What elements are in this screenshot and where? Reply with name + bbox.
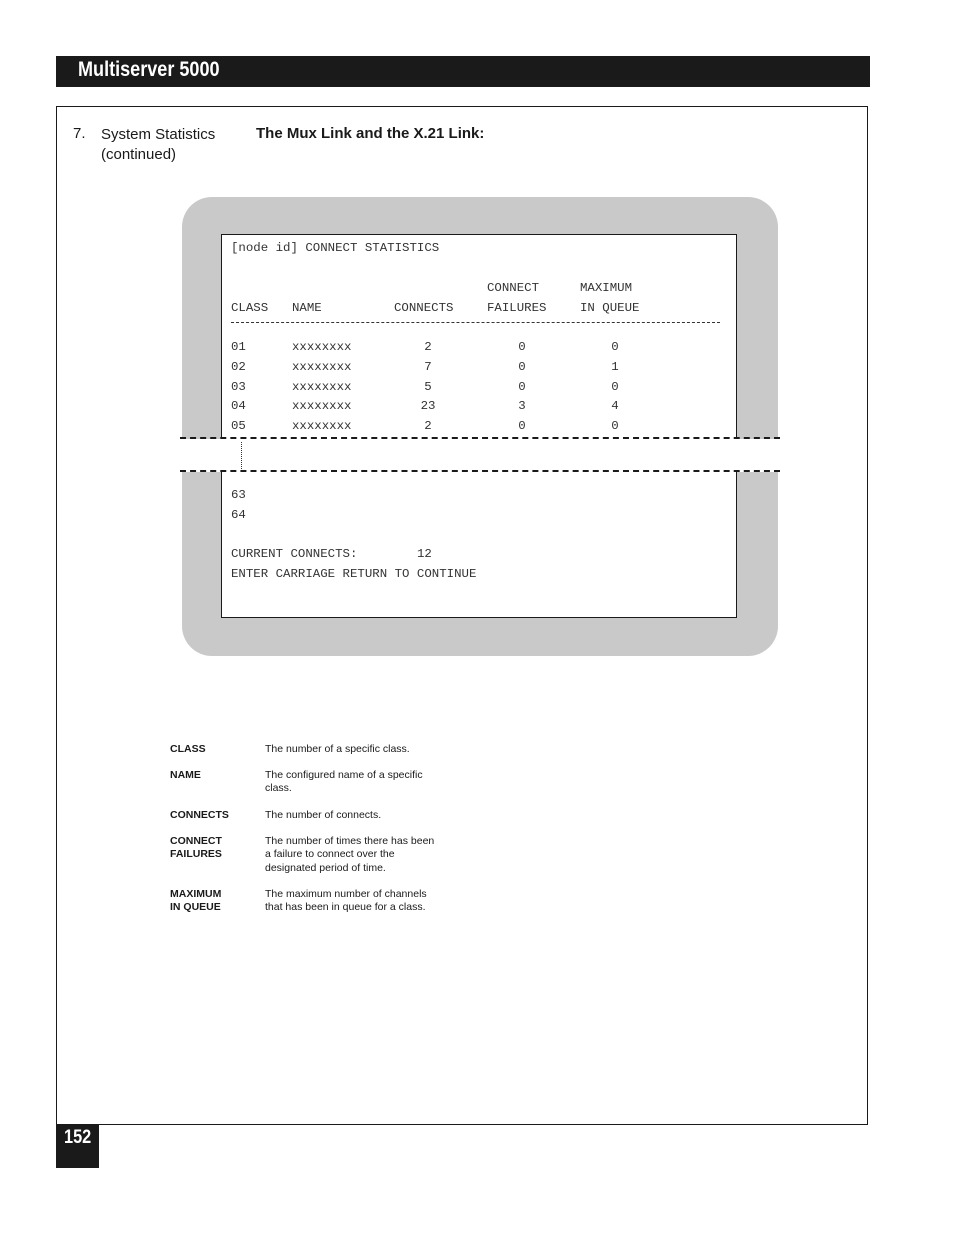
glossary-definition-line: The number of a specific class. (265, 743, 410, 755)
glossary-term-line: CONNECT (170, 835, 222, 847)
header-failures-line1: CONNECT (487, 281, 540, 295)
row-connects: 7 (424, 360, 432, 374)
row-name: xxxxxxxx (292, 360, 352, 374)
glossary-term-line: IN QUEUE (170, 901, 221, 913)
row-connects: 23 (420, 399, 436, 413)
glossary-term (170, 835, 260, 861)
glossary-term-line: MAXIMUM (170, 888, 222, 900)
glossary-definition-line: The number of connects. (265, 809, 382, 821)
section-heading: The Mux Link and the X.21 Link: (256, 125, 485, 142)
row-queue: 0 (611, 380, 619, 394)
header-connects: CONNECTS (394, 301, 454, 315)
row-class: 04 (231, 399, 246, 413)
row-queue: 4 (611, 399, 619, 413)
header-class: CLASS (231, 301, 269, 315)
row-failures: 3 (518, 399, 526, 413)
glossary-definition-line: that has been in queue for a class. (265, 901, 426, 914)
row-name: xxxxxxxx (292, 399, 352, 413)
glossary-term-line: CONNECTS (170, 809, 229, 821)
row-class: 03 (231, 380, 246, 394)
break-line-bottom (180, 470, 780, 472)
glossary-definition (265, 743, 445, 756)
glossary-term (170, 888, 260, 914)
page-number-box (56, 1125, 99, 1168)
current-connects-value: 12 (417, 547, 432, 561)
step-title-line1: System Statistics (101, 126, 216, 143)
glossary-term-line: CLASS (170, 743, 206, 755)
header-queue-line2: IN QUEUE (580, 301, 640, 315)
continue-prompt: ENTER CARRIAGE RETURN TO CONTINUE (231, 567, 477, 581)
header-queue-line1: MAXIMUM (580, 281, 633, 295)
glossary-definition-line: class. (265, 782, 292, 795)
glossary-definition-line: The maximum number of channels (265, 888, 427, 900)
continuation-mark (241, 442, 242, 469)
header-bar (56, 56, 870, 87)
header-failures-line2: FAILURES (487, 301, 547, 315)
tail-row-class: 64 (231, 508, 246, 522)
glossary-definition-line: designated period of time. (265, 861, 386, 874)
glossary-term (170, 743, 260, 756)
glossary-term (170, 809, 260, 822)
glossary-definition-line: The configured name of a specific (265, 769, 423, 781)
tail-row-class: 63 (231, 488, 246, 502)
glossary-term-line: NAME (170, 769, 201, 781)
break-line-top (180, 437, 780, 439)
terminal-title: [node id] CONNECT STATISTICS (231, 241, 440, 255)
glossary-term-line: FAILURES (170, 848, 222, 860)
row-name: xxxxxxxx (292, 340, 352, 354)
page-number: 152 (64, 1127, 92, 1148)
row-connects: 2 (424, 340, 432, 354)
header-name: NAME (292, 301, 322, 315)
glossary-definition (265, 888, 445, 915)
row-failures: 0 (518, 419, 526, 433)
glossary-definition (265, 809, 445, 822)
row-failures: 0 (518, 340, 526, 354)
row-connects: 5 (424, 380, 432, 394)
row-name: xxxxxxxx (292, 419, 352, 433)
row-class: 02 (231, 360, 246, 374)
row-class: 01 (231, 340, 246, 354)
row-failures: 0 (518, 380, 526, 394)
step-title-line2: (continued) (101, 146, 177, 163)
header-separator (231, 322, 720, 323)
step-number: 7. (73, 125, 86, 142)
row-connects: 2 (424, 419, 432, 433)
row-name: xxxxxxxx (292, 380, 352, 394)
glossary-definition-line: The number of times there has been (265, 835, 435, 847)
row-queue: 0 (611, 419, 619, 433)
header-title: Multiserver 5000 (78, 58, 220, 81)
current-connects-label: CURRENT CONNECTS: (231, 547, 358, 561)
row-queue: 1 (611, 360, 619, 374)
screen-break-gap (180, 439, 780, 472)
row-class: 05 (231, 419, 246, 433)
glossary-definition (265, 835, 445, 875)
row-failures: 0 (518, 360, 526, 374)
row-queue: 0 (611, 340, 619, 354)
glossary-term (170, 769, 260, 782)
glossary-definition (265, 769, 445, 796)
glossary-definition-line: a failure to connect over the (265, 848, 395, 861)
step-title (101, 125, 215, 165)
